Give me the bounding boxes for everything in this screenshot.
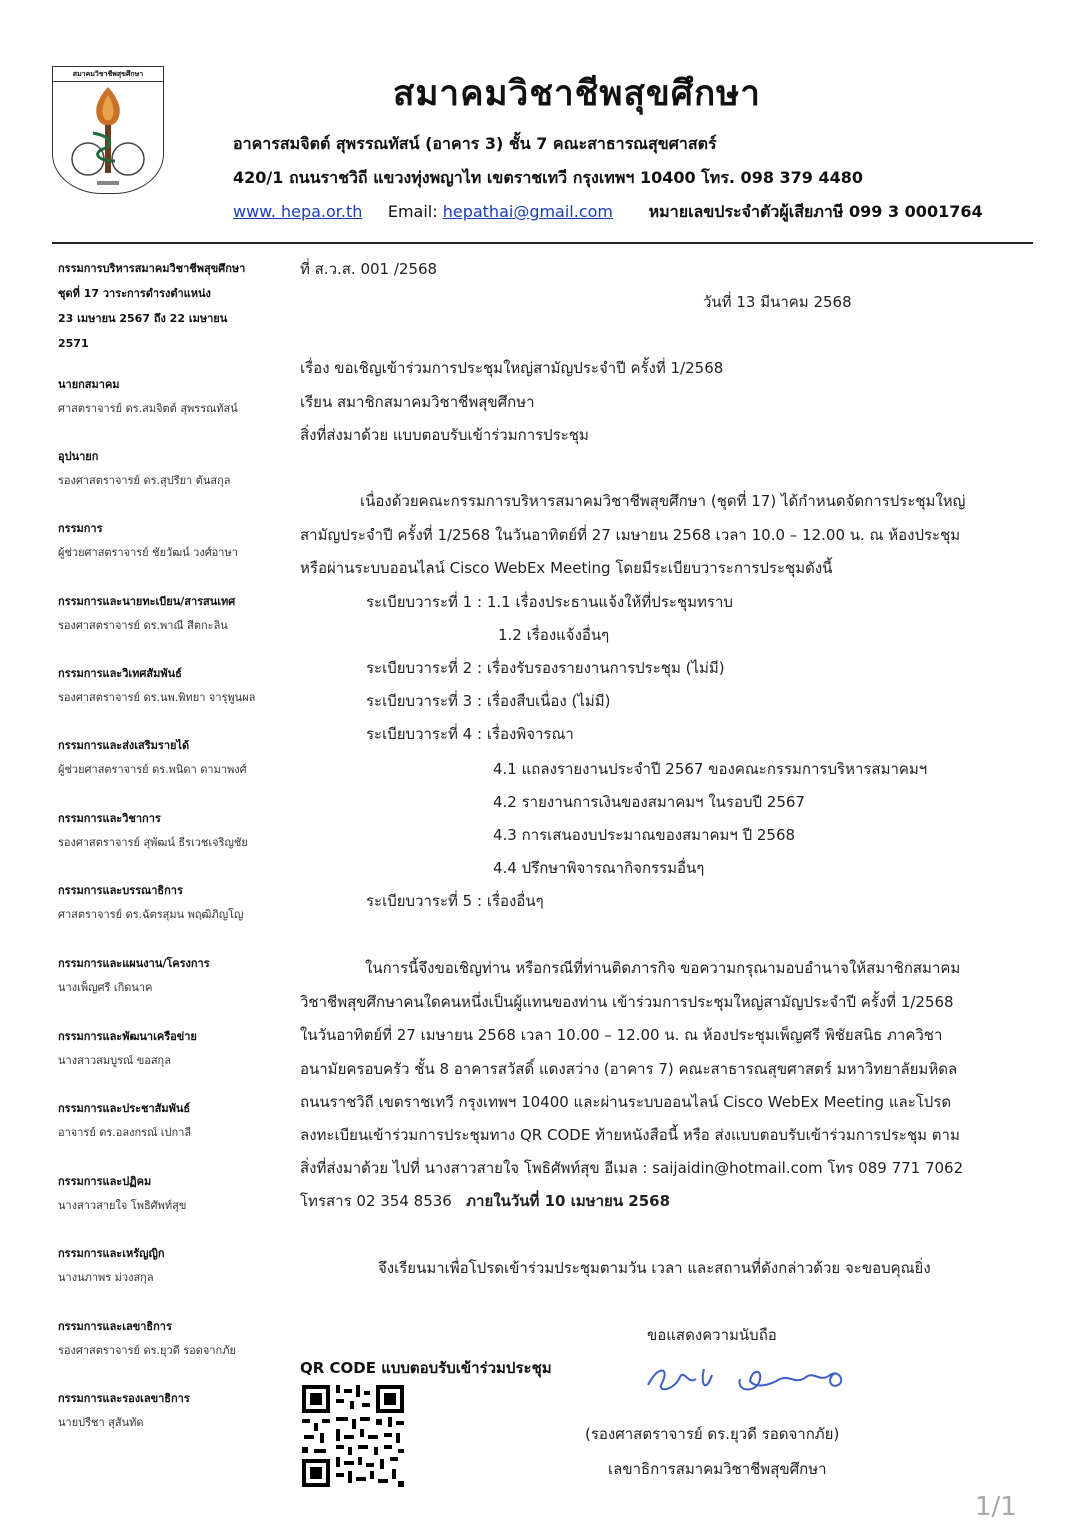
- email-link[interactable]: hepathai@gmail.com: [442, 202, 614, 221]
- member-name: ผู้ช่วยศาสตราจารย์ ดร.พนิดา ดามาพงศ์: [58, 763, 247, 776]
- member-vice-president: [58, 448, 288, 490]
- member-role: กรรมการและนายทะเบียน/สารสนเทศ: [58, 595, 236, 608]
- signer-name: (รองศาสตราจารย์ ดร.ยุวดี รอดจากภัย): [585, 1425, 840, 1443]
- qr-code-icon[interactable]: [300, 1383, 406, 1489]
- member-academic: [58, 810, 288, 852]
- committee-title: กรรมการบริหารสมาคมวิชาชีพสุขศึกษา: [58, 262, 246, 275]
- member-role: กรรมการและพัฒนาเครือข่าย: [58, 1030, 197, 1043]
- agenda-item: ระเบียบวาระที่ 5 : เรื่องอื่นๆ: [366, 892, 544, 910]
- tax-id: หมายเลขประจำตัวผู้เสียภาษี 099 3 0001764: [648, 202, 983, 221]
- member-name: รองศาสตราจารย์ ดร.นพ.พิทยา จารุพูนผล: [58, 691, 256, 704]
- invite-line: ลงทะเบียนเข้าร่วมการประชุมทาง QR CODE ท้ายหนังสือนี้ หรือ ส่งแบบตอบรับเข้าร่วมการประชุม ตาม: [300, 1126, 960, 1144]
- member-role: กรรมการ: [58, 522, 103, 535]
- member-name: นางสาวสมบูรณ์ ขอสกุล: [58, 1054, 171, 1067]
- contact-line: [233, 200, 983, 225]
- email-label: Email:: [387, 202, 438, 221]
- intro-line: หรือผ่านระบบออนไลน์ Cisco WebEx Meeting โดยมีระเบียบวาระการประชุมดังนี้: [300, 559, 833, 577]
- member-pr: [58, 1100, 288, 1142]
- page-number: 1/1: [975, 1492, 1017, 1522]
- signature-icon: [640, 1355, 860, 1405]
- torch-emblem-icon: [53, 81, 163, 193]
- fax-number: โทรสาร 02 354 8536: [300, 1192, 452, 1210]
- closing-line: จึงเรียนมาเพื่อโปรดเข้าร่วมประชุมตามวัน เวลา และสถานที่ดังกล่าวด้วย จะขอบคุณยิ่ง: [378, 1259, 931, 1277]
- member-role: กรรมการและเหรัญญิก: [58, 1247, 165, 1260]
- invite-line: วิชาชีพสุขศึกษาคนใดคนหนึ่งเป็นผู้แทนของท่าน เข้าร่วมการประชุมใหญ่สามัญประจำปี ครั้งที่ 1/2568: [300, 993, 954, 1011]
- letter-enclosure: สิ่งที่ส่งมาด้วย แบบตอบรับเข้าร่วมการประชุม: [300, 426, 589, 444]
- member-role: กรรมการและแผนงาน/โครงการ: [58, 957, 210, 970]
- member-registrar: [58, 593, 288, 635]
- reply-deadline: ภายในวันที่ 10 เมษายน 2568: [466, 1192, 671, 1210]
- address-line-2: 420/1 ถนนราชวิถี แขวงทุ่งพญาไท เขตราชเทวี กรุงเทพฯ 10400 โทร. 098 379 4480: [233, 168, 864, 187]
- member-name: ศาสตราจารย์ ดร.สมจิตต์ สุพรรณทัสน์: [58, 402, 238, 415]
- committee-term: ชุดที่ 17 วาระการดำรงตำแหน่ง: [58, 287, 211, 300]
- member-name: รองศาสตราจารย์ ดร.พาณี สีตกะลิน: [58, 619, 228, 632]
- member-name: นางเพ็ญศรี เกิดนาค: [58, 981, 153, 994]
- member-network: [58, 1028, 288, 1070]
- member-name: ผู้ช่วยศาสตราจารย์ ชัยวัฒน์ วงศ์อาษา: [58, 546, 238, 559]
- agenda-subitem: 4.4 ปรึกษาพิจารณากิจกรรมอื่นๆ: [493, 859, 705, 877]
- association-logo: [52, 66, 164, 194]
- letter-subject: เรื่อง ขอเชิญเข้าร่วมการประชุมใหญ่สามัญประจำปี ครั้งที่ 1/2568: [300, 359, 724, 377]
- agenda-subitem: 4.3 การเสนองบประมาณของสมาคมฯ ปี 2568: [493, 826, 796, 844]
- member-name: นายปรีชา สุสันทัด: [58, 1416, 144, 1429]
- member-role: กรรมการและวิเทศสัมพันธ์: [58, 667, 182, 680]
- regards: ขอแสดงความนับถือ: [647, 1326, 777, 1344]
- agenda-item: ระเบียบวาระที่ 2 : เรื่องรับรองรายงานการประชุม (ไม่มี): [366, 659, 725, 677]
- member-name: รองศาสตราจารย์ ดร.สุปรียา ตันสกุล: [58, 474, 231, 487]
- letter-date: วันที่ 13 มีนาคม 2568: [703, 293, 852, 311]
- intro-line: เนื่องด้วยคณะกรรมการบริหารสมาคมวิชาชีพสุขศึกษา (ชุดที่ 17) ได้กำหนดจัดการประชุมใหญ่: [360, 492, 966, 510]
- logo-text: สมาคมวิชาชีพสุขศึกษา: [53, 67, 163, 82]
- agenda-item: ระเบียบวาระที่ 3 : เรื่องสืบเนื่อง (ไม่มี): [366, 692, 611, 710]
- invite-line: ในวันอาทิตย์ที่ 27 เมษายน 2568 เวลา 10.00 – 12.00 น. ณ ห้องประชุมเพ็ญศรี พิชัยสนิธ ภาควิชา: [300, 1026, 943, 1044]
- invite-line: สิ่งที่ส่งมาด้วย ไปที่ นางสาวสายใจ โพธิศัพท์สุข อีเมล : saijaidin@hotmail.com โทร 089 771 7062: [300, 1159, 964, 1177]
- member-deputy-secretary: [58, 1390, 288, 1432]
- member-role: กรรมการและบรรณาธิการ: [58, 884, 183, 897]
- agenda-item: ระเบียบวาระที่ 4 : เรื่องพิจารณา: [366, 725, 574, 743]
- member-planning: [58, 955, 288, 997]
- letter-recipient: เรียน สมาชิกสมาคมวิชาชีพสุขศึกษา: [300, 393, 535, 411]
- fax-line: [300, 1189, 670, 1213]
- member-name: รองศาสตราจารย์ สุพัฒน์ ธีรเวชเจริญชัย: [58, 836, 248, 849]
- member-revenue: [58, 737, 288, 779]
- org-title: สมาคมวิชาชีพสุขศึกษา: [393, 74, 761, 114]
- header-divider: [52, 242, 1033, 244]
- member-role: อุปนายก: [58, 450, 99, 463]
- committee-sidebar: [58, 256, 288, 1429]
- member-secretary: [58, 1318, 288, 1360]
- member-president: [58, 376, 288, 418]
- invite-line: ถนนราชวิถี เขตราชเทวี กรุงเทพฯ 10400 และผ่านระบบออนไลน์ Cisco WebEx Meeting และโปรด: [300, 1093, 952, 1111]
- intro-line: สามัญประจำปี ครั้งที่ 1/2568 ในวันอาทิตย์ที่ 27 เมษายน 2568 เวลา 10.0 – 12.00 น. ณ ห้องประชุม: [300, 526, 961, 544]
- agenda-subitem: 4.2 รายงานการเงินของสมาคมฯ ในรอบปี 2567: [493, 793, 805, 811]
- member-name: รองศาสตราจารย์ ดร.ยุวดี รอดจากภัย: [58, 1344, 236, 1357]
- agenda-subitem: 1.2 เรื่องแจ้งอื่นๆ: [498, 626, 610, 644]
- member-foreign-affairs: [58, 665, 288, 707]
- committee-term-end: 2571: [58, 337, 89, 350]
- member-role: นายกสมาคม: [58, 378, 120, 391]
- signer-title: เลขาธิการสมาคมวิชาชีพสุขศึกษา: [608, 1460, 827, 1478]
- committee-term-dates: 23 เมษายน 2567 ถึง 22 เมษายน: [58, 312, 228, 325]
- member-name: ศาสตราจารย์ ดร.ฉัตรสุมน พฤฒิภิญโญ: [58, 908, 244, 921]
- invite-line: ในการนี้จึงขอเชิญท่าน หรือกรณีที่ท่านติดภารกิจ ขอความกรุณามอบอำนาจให้สมาชิกสมาคม: [365, 959, 961, 977]
- invite-line: อนามัยครอบครัว ชั้น 8 อาคารสวัสดิ์ แดงสว่าง (อาคาร 7) คณะสาธารณสุขศาสตร์ มหาวิทยาลัยมหิดล: [300, 1060, 958, 1078]
- member-name: นางนภาพร ม่วงสกุล: [58, 1271, 154, 1284]
- member-role: กรรมการและเลขาธิการ: [58, 1320, 172, 1333]
- member-name: นางสาวสายใจ โพธิศัพท์สุข: [58, 1199, 187, 1212]
- member-treasurer: [58, 1245, 288, 1287]
- address-line-1: อาคารสมจิตต์ สุพรรณทัสน์ (อาคาร 3) ชั้น 7 คณะสาธารณสุขศาสตร์: [233, 134, 717, 153]
- member-role: กรรมการและรองเลขาธิการ: [58, 1392, 190, 1405]
- agenda-item: ระเบียบวาระที่ 1 : 1.1 เรื่องประธานแจ้งให้ที่ประชุมทราบ: [366, 593, 733, 611]
- member-role: กรรมการและวิชาการ: [58, 812, 161, 825]
- member-name: อาจารย์ ดร.อลงกรณ์ เปกาลี: [58, 1126, 192, 1139]
- member-role: กรรมการและปฏิคม: [58, 1175, 152, 1188]
- member-committee: [58, 520, 288, 562]
- agenda-subitem: 4.1 แถลงรายงานประจำปี 2567 ของคณะกรรมการบริหารสมาคมฯ: [493, 760, 928, 778]
- website-link[interactable]: www. hepa.or.th: [233, 202, 363, 221]
- member-role: กรรมการและส่งเสริมรายได้: [58, 739, 190, 752]
- member-reception: [58, 1173, 288, 1215]
- reference-number: ที่ ส.ว.ส. 001 /2568: [300, 260, 438, 278]
- member-editor: [58, 882, 288, 924]
- qr-label: QR CODE แบบตอบรับเข้าร่วมประชุม: [300, 1359, 552, 1377]
- member-role: กรรมการและประชาสัมพันธ์: [58, 1102, 191, 1115]
